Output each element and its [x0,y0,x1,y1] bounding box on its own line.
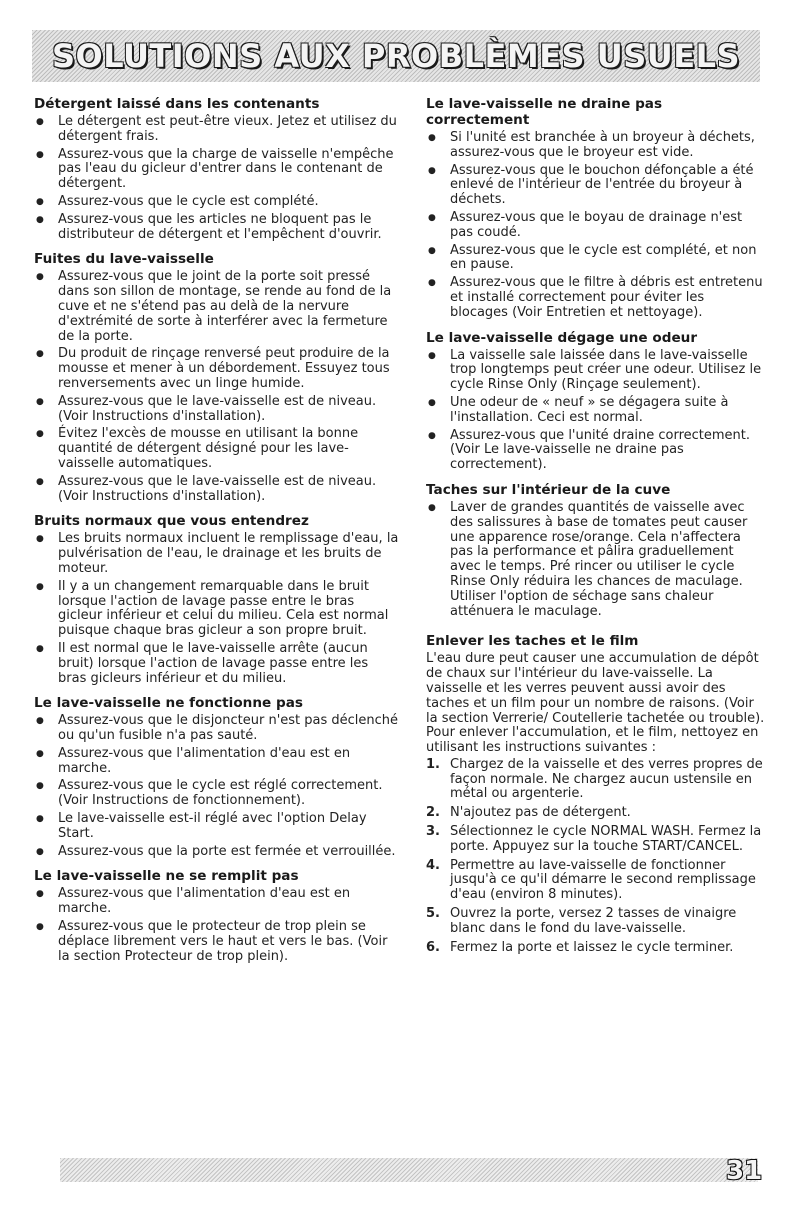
list-item: ● La vaisselle sale laissée dans le lave-vaisselle trop longtemps peut créer une odeur. Utilisez le cycle Rinse Only (Rinçage seulement). [426,349,766,393]
list-item: ● Assurez-vous que le cycle est complété. [34,195,400,210]
list-item: ● Assurez-vous que le lave-vaisselle est de niveau. (Voir Instructions d'installation). [34,395,400,425]
section-heading: Fuites du lave-vaisselle [34,251,214,268]
list-item: ● Le lave-vaisselle est-il réglé avec l'option Delay Start. [34,812,400,842]
step-item [426,825,766,855]
section-tub-stains [426,482,766,619]
list-item: ● Si l'unité est branchée à un broyeur à déchets, assurez-vous que le broyeur est vide. [426,131,766,161]
list-item: ● Assurez-vous que le filtre à débris est entretenu et installé correctement pour éviter les blocages (Voir Entretien et nettoyage). [426,276,766,320]
footer-band [60,1158,758,1182]
right-column [426,96,766,964]
left-column [34,96,400,973]
step-item [426,907,766,937]
step-number: 5. [426,906,440,922]
step-number: 2. [426,805,440,821]
list-item: ● Assurez-vous que le cycle est complété, et non en pause. [426,244,766,274]
section-not-running [34,695,400,859]
step-text: Fermez la porte et laissez le cycle terminer. [450,939,734,955]
list-item: ● Assurez-vous que l'alimentation d'eau est en marche. [34,887,400,917]
list-item: ● Assurez-vous que le lave-vaisselle est de niveau. (Voir Instructions d'installation). [34,475,400,505]
list-item: ● Laver de grandes quantités de vaisselle avec des salissures à base de tomates peut causer une apparence rose/orange. Cela n'affectera pas la performance et pâlira graduellement avec le temps. Pré rincer ou utiliser le cycle Rinse Only réduira les chances de maculage. Utiliser l'option de séchage sans chaleur atténuera le maculage. [426,501,766,619]
list-item: ● Le détergent est peut-être vieux. Jetez et utilisez du détergent frais. [34,115,400,145]
section-heading: Le lave-vaisselle ne se remplit pas [34,868,299,885]
list-item: ● Évitez l'excès de mousse en utilisant la bonne quantité de détergent désigné pour les lave-vaisselle automatiques. [34,427,400,471]
list-item: ● Assurez-vous que le disjoncteur n'est pas déclenché ou qu'un fusible n'a pas sauté. [34,714,400,744]
section-odor [426,330,766,473]
section-remove-film [426,633,766,955]
section-intro: L'eau dure peut causer une accumulation de dépôt de chaux sur l'intérieur du lave-vaisselle. La vaisselle et les verres peuvent aussi avoir des taches et un film pour un nombre de raisons. (Voir la section Verrerie/ Coutellerie tachetée ou trouble). Pour enlever l'accumulation, et le film, nettoyez en utilisant les instructions suivantes : [426,651,765,756]
list-item: ● Il est normal que le lave-vaisselle arrête (aucun bruit) lorsque l'action de lavage passe entre les bras gicleurs inférieur et du milieu. [34,642,400,686]
section-heading: Taches sur l'intérieur de la cuve [426,481,671,498]
step-text: Sélectionnez le cycle NORMAL WASH. Fermez la porte. Appuyez sur la touche START/CANCEL. [450,824,762,854]
step-number: 3. [426,824,440,840]
section-heading: Bruits normaux que vous entendrez [34,513,309,530]
list-item: ● Assurez-vous que la charge de vaisselle n'empêche pas l'eau du gicleur d'entrer dans le contenant de détergent. [34,148,400,192]
title-banner [32,30,760,82]
step-item [426,941,766,956]
list-item: ● Assurez-vous que le protecteur de trop plein se déplace librement vers le haut et vers le bas. (Voir la section Protecteur de trop plein). [34,920,400,964]
step-text: Permettre au lave-vaisselle de fonctionner jusqu'à ce qu'il démarre le second remplissage d'eau (environ 8 minutes). [450,857,756,903]
step-number: 4. [426,857,440,873]
list-item: ● Assurez-vous que le joint de la porte soit pressé dans son sillon de montage, se rende au fond de la cuve et ne s'étend pas au delà de la nervure d'extrémité de sorte à interférer avec la fermeture de la porte. [34,270,400,344]
section-heading: Enlever les taches et le film [426,633,639,650]
step-text: N'ajoutez pas de détergent. [450,805,631,821]
list-item: ● Assurez-vous que la porte est fermée et verrouillée. [34,845,400,860]
step-item [426,758,766,802]
step-number: 6. [426,939,440,955]
section-not-draining [426,96,766,321]
list-item: ● Assurez-vous que les articles ne bloquent pas le distributeur de détergent et l'empêchent d'ouvrir. [34,213,400,243]
section-heading: Le lave-vaisselle ne fonctionne pas [34,695,303,712]
list-item: ● Une odeur de « neuf » se dégagera suite à l'installation. Ceci est normal. [426,396,766,426]
list-item: ● Il y a un changement remarquable dans le bruit lorsque l'action de lavage passe entre le bras gicleur inférieur et celui du milieu. Cela est normal puisque chaque bras gicleur a son propre bruit. [34,580,400,639]
list-item: ● Assurez-vous que l'alimentation d'eau est en marche. [34,747,400,777]
list-item: ● Les bruits normaux incluent le remplissage d'eau, la pulvérisation de l'eau, le drainage et les bruits de moteur. [34,532,400,576]
step-item [426,859,766,903]
steps-list [426,758,766,956]
section-not-filling [34,868,400,964]
list-item: ● Assurez-vous que le cycle est réglé correctement. (Voir Instructions de fonctionnement). [34,779,400,809]
list-item: ● Assurez-vous que l'unité draine correctement. (Voir Le lave-vaisselle ne draine pas correctement). [426,429,766,473]
step-text: Chargez de la vaisselle et des verres propres de façon normale. Ne chargez aucun ustensile en métal ou argenterie. [450,756,763,802]
section-detergent-left [34,96,400,242]
page-number: 31 [726,1156,763,1186]
section-heading: Le lave-vaisselle ne draine pas correctement [426,96,663,128]
step-text: Ouvrez la porte, versez 2 tasses de vinaigre blanc dans le fond du lave-vaisselle. [450,906,737,936]
section-normal-noises [34,513,400,686]
step-number: 1. [426,756,440,772]
step-item [426,806,766,821]
list-item: ● Assurez-vous que le boyau de drainage n'est pas coudé. [426,211,766,241]
section-heading: Le lave-vaisselle dégage une odeur [426,329,698,346]
list-item: ● Assurez-vous que le bouchon défonçable a été enlevé de l'intérieur de l'entrée du broyeur à déchets. [426,164,766,208]
list-item: ● Du produit de rinçage renversé peut produire de la mousse et mener à un débordement. Essuyez tous renversements avec un linge humide. [34,347,400,391]
section-leaks [34,251,400,504]
section-heading: Détergent laissé dans les contenants [34,96,320,112]
page-title: SOLUTIONS AUX PROBLÈMES USUELS [51,37,741,75]
